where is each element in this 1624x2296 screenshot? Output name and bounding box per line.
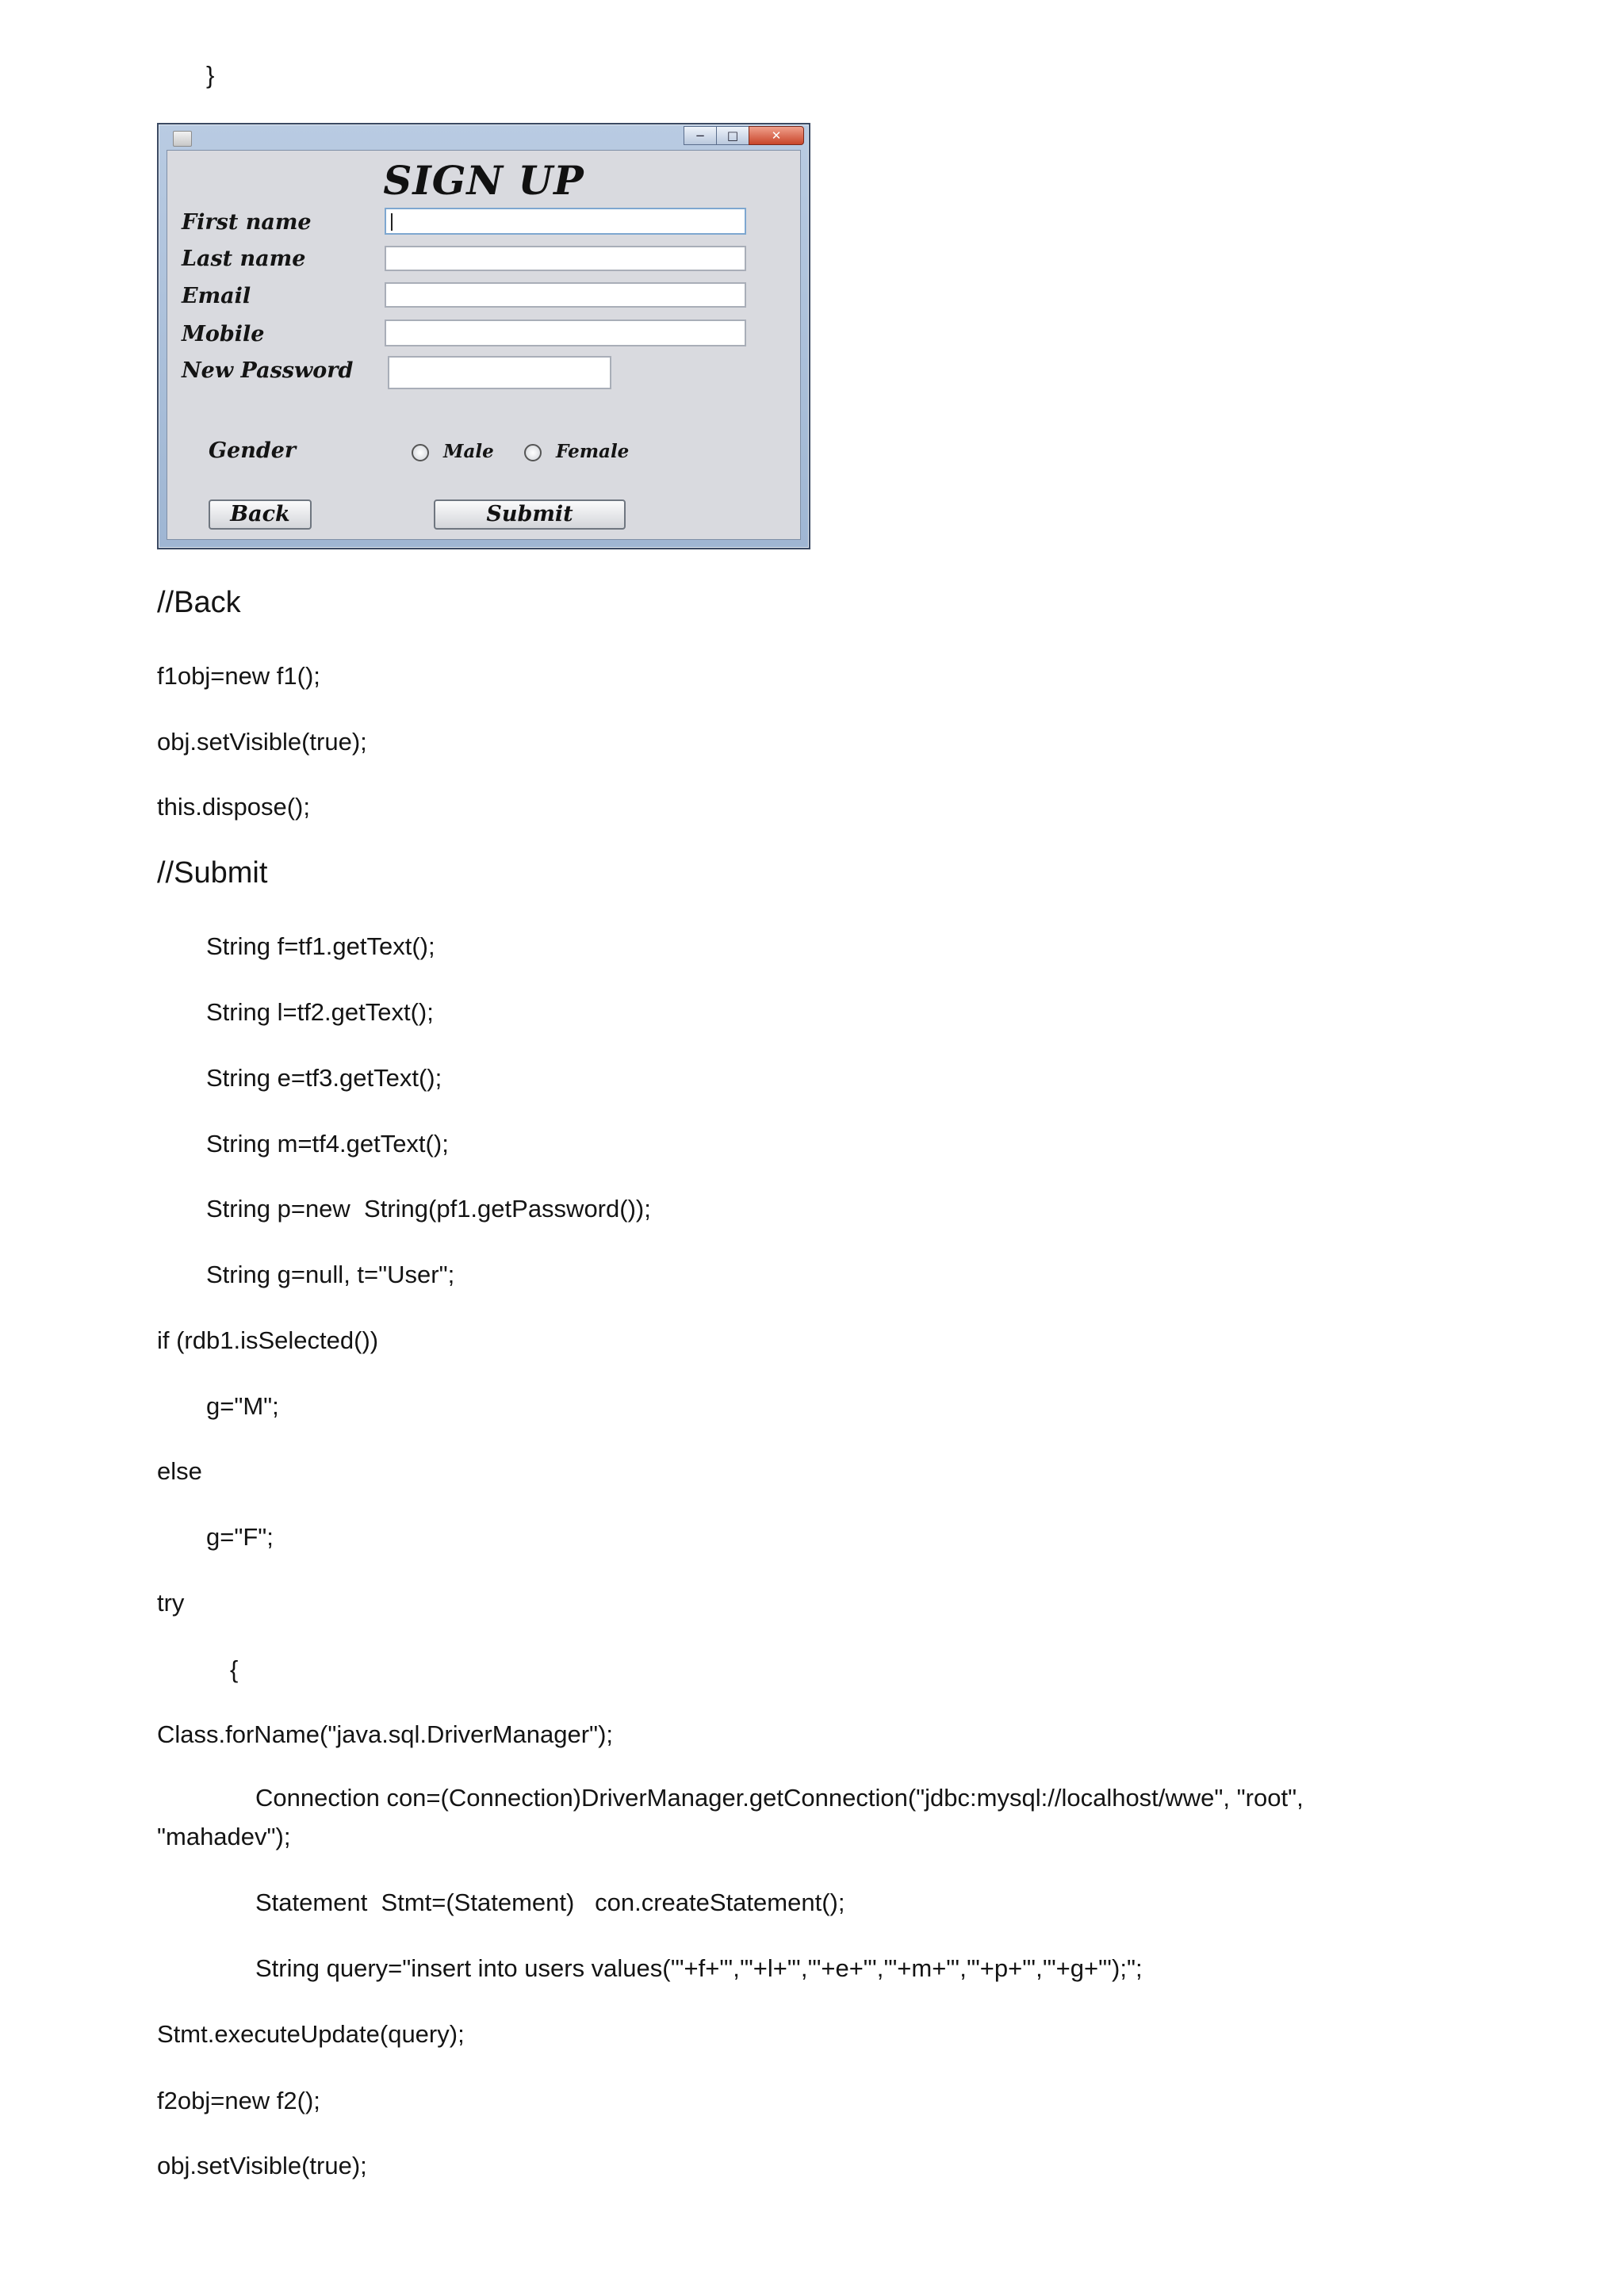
close-button[interactable]: ✕ — [749, 126, 804, 145]
code-line: "mahadev"); — [157, 1823, 291, 1850]
comment-back: //Back — [157, 586, 241, 619]
code-line: String e=tf3.getText(); — [206, 1064, 442, 1092]
code-line: String p=new String(pf1.getPassword()); — [206, 1195, 651, 1223]
code-line: f1obj=new f1(); — [157, 662, 320, 690]
text-caret — [391, 213, 393, 231]
window-titlebar — [159, 124, 809, 148]
code-line: Statement Stmt=(Statement) con.createStatement(); — [255, 1888, 845, 1916]
new-password-field[interactable] — [388, 356, 611, 389]
code-line: Connection con=(Connection)DriverManager.getConnection("jdbc:mysql://localhost/wwe", "root", — [255, 1784, 1304, 1812]
code-line: try — [157, 1589, 185, 1617]
first-name-label: First name — [182, 210, 312, 235]
maximize-button[interactable]: □ — [716, 126, 749, 145]
code-line: else — [157, 1457, 202, 1485]
submit-button[interactable]: Submit — [434, 499, 626, 530]
code-line: String query="insert into users values('"+f+"','"+l+"','"+e+"','"+m+"','"+p+"','"+g+"');"; — [255, 1954, 1143, 1982]
code-line: String g=null, t="User"; — [206, 1261, 455, 1288]
code-line: if (rdb1.isSelected()) — [157, 1326, 379, 1354]
java-app-icon — [173, 131, 192, 147]
code-line: g="M"; — [206, 1392, 279, 1420]
last-name-field[interactable] — [385, 246, 746, 271]
code-line: String f=tf1.getText(); — [206, 932, 435, 960]
code-line: obj.setVisible(true); — [157, 2152, 367, 2179]
email-field[interactable] — [385, 282, 746, 308]
code-line: Class.forName("java.sql.DriverManager"); — [157, 1720, 613, 1748]
back-button[interactable]: Back — [209, 499, 312, 530]
code-line: obj.setVisible(true); — [157, 728, 367, 756]
window-controls — [684, 126, 804, 145]
gender-label: Gender — [209, 438, 297, 463]
form-panel — [167, 150, 801, 540]
male-radio-label: Male — [443, 441, 494, 462]
mobile-label: Mobile — [182, 322, 265, 346]
code-line: g="F"; — [206, 1523, 274, 1551]
form-title: SIGN UP — [383, 157, 584, 204]
mobile-field[interactable] — [385, 320, 746, 346]
male-radio[interactable] — [412, 444, 429, 461]
code-line: this.dispose(); — [157, 793, 310, 821]
comment-submit: //Submit — [157, 856, 268, 890]
female-radio-label: Female — [556, 441, 630, 462]
code-line: f2obj=new f2(); — [157, 2087, 320, 2114]
email-label: Email — [182, 284, 251, 308]
first-name-field[interactable] — [385, 208, 746, 235]
code-line: String m=tf4.getText(); — [206, 1130, 449, 1158]
female-radio[interactable] — [524, 444, 542, 461]
minimize-button[interactable]: − — [684, 126, 717, 145]
new-password-label: New Password — [182, 358, 354, 383]
code-line: { — [230, 1655, 239, 1683]
signup-window — [157, 123, 810, 549]
code-line: String l=tf2.getText(); — [206, 998, 434, 1026]
last-name-label: Last name — [182, 247, 306, 271]
closing-brace: } — [206, 61, 215, 89]
code-line: Stmt.executeUpdate(query); — [157, 2020, 465, 2048]
